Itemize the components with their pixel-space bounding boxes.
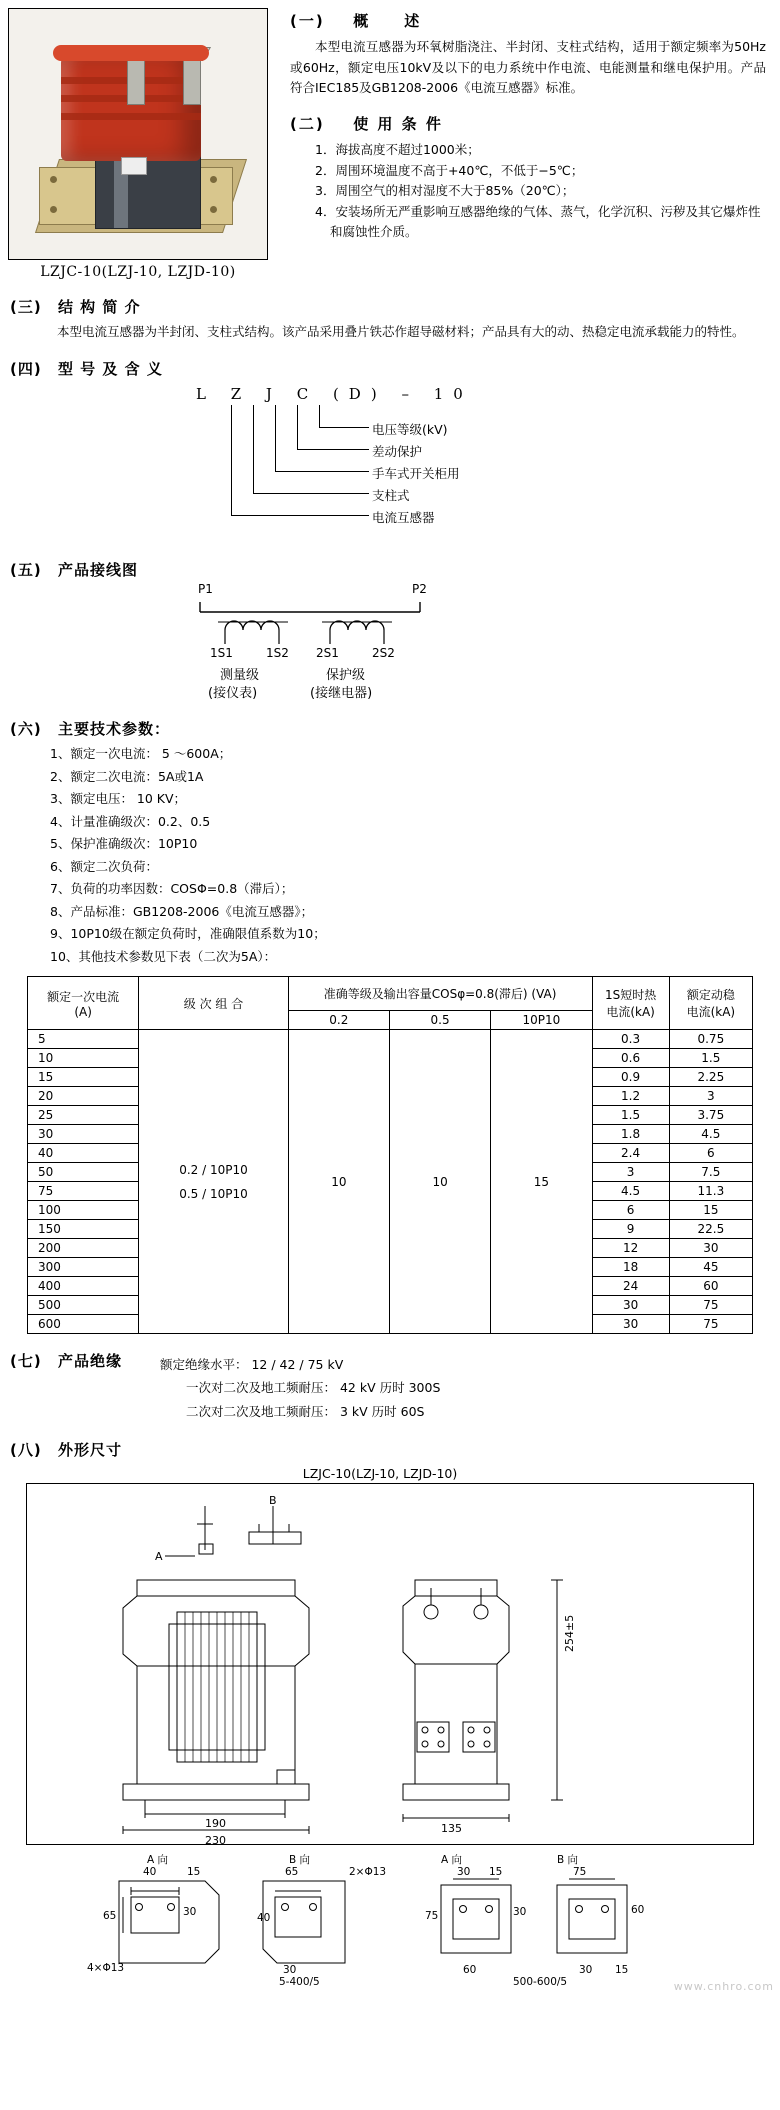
cell-short-time-current: 18 (592, 1258, 669, 1277)
list-item: 2．周围环境温度不高于+40℃，不低于−5℃； (315, 162, 584, 178)
svg-text:30: 30 (183, 1905, 197, 1918)
section-6-heading (10, 718, 766, 739)
section-3-number: (三) (10, 298, 42, 316)
svg-text:A 向: A 向 (441, 1853, 463, 1866)
insulation-secondary: 二次对二次及地工频耐压： 3 kV 历时 60S (186, 1403, 425, 1419)
model-label-truck: 手车式开关柜用 (372, 466, 460, 482)
cell-primary-current: 30 (28, 1125, 139, 1144)
svg-text:30: 30 (283, 1963, 297, 1976)
cell-primary-current: 20 (28, 1087, 139, 1106)
svg-text:15: 15 (187, 1865, 201, 1878)
section-2-title: 使 用 条 件 (353, 114, 443, 133)
list-item: 3、额定电压： 10 KV； (50, 791, 187, 807)
model-label-post: 支柱式 (372, 488, 410, 504)
combination-line-2: 0.5 / 10P10 (179, 1186, 248, 1201)
svg-text:2×Φ13: 2×Φ13 (349, 1865, 387, 1878)
section-7-title: 产品绝缘 (57, 1352, 122, 1371)
insulation-block (10, 1353, 766, 1422)
cell-primary-current: 400 (28, 1277, 139, 1296)
photo-nameplate (121, 157, 147, 175)
list-item: 8、产品标准：GB1208-2006《电流互感器》； (50, 903, 314, 919)
svg-text:60: 60 (463, 1963, 477, 1976)
cell-primary-current: 15 (28, 1068, 139, 1087)
terminal-1s1: 1S1 (210, 646, 233, 661)
svg-text:60: 60 (631, 1903, 645, 1916)
model-label-diff: 差动保护 (372, 444, 423, 460)
section-1-number: (一) (290, 12, 325, 30)
dimension-caption: LZJC-10(LZJ-10, LZJD-10) (302, 1465, 458, 1481)
cell-dynamic-current: 15 (669, 1201, 752, 1220)
wiring-diagram (10, 584, 766, 702)
section-7-heading (10, 1350, 122, 1371)
cell-primary-current: 200 (28, 1239, 139, 1258)
svg-text:4×Φ13: 4×Φ13 (87, 1961, 125, 1974)
section-3-text: 本型电流互感器为半封闭、支柱式结构。该产品采用叠片铁芯作超导磁材料；产品具有大的动、热稳定电流承载能力的特性。 (57, 324, 745, 339)
list-item: 4、计量准确级次：0.2、0.5 (50, 813, 211, 829)
cell-dynamic-current: 0.75 (669, 1030, 752, 1049)
cell-dynamic-current: 60 (669, 1277, 752, 1296)
cell-dynamic-current: 3.75 (669, 1106, 752, 1125)
list-item: 6、额定二次负荷： (50, 858, 158, 874)
svg-text:A 向: A 向 (147, 1853, 169, 1866)
list-item: 5、保护准确级次：10P10 (50, 836, 198, 852)
section-6-title: 主要技术参数： (57, 720, 170, 739)
cell-dynamic-current: 6 (669, 1144, 752, 1163)
svg-text:15: 15 (615, 1963, 629, 1976)
section-8-number: (八) (10, 1440, 42, 1459)
svg-text:40: 40 (143, 1865, 157, 1878)
dimension-drawing (26, 1483, 754, 1845)
svg-text:B: B (269, 1493, 277, 1507)
cell-output-05: 10 (389, 1030, 490, 1334)
terminal-p1: P1 (198, 582, 213, 597)
terminal-p2: P2 (412, 582, 427, 597)
insulation-primary: 一次对二次及地工频耐压： 42 kV 历时 300S (186, 1380, 441, 1396)
svg-text:65: 65 (103, 1909, 117, 1922)
terminal-1s2: 1S2 (266, 646, 289, 661)
cell-short-time-current: 12 (592, 1239, 669, 1258)
spec-table (27, 976, 753, 1334)
section-2-heading (290, 113, 766, 134)
height-dimension: 254±5 (563, 1614, 576, 1652)
section-4-title: 型 号 及 含 义 (57, 360, 163, 379)
cell-short-time-current: 0.3 (592, 1030, 669, 1049)
section-6-number: (六) (10, 720, 42, 739)
cell-primary-current: 10 (28, 1049, 139, 1068)
svg-text:75: 75 (425, 1909, 439, 1922)
cell-primary-current: 600 (28, 1315, 139, 1334)
model-letters: L Z J C (D) – 10 (196, 385, 473, 404)
svg-text:190: 190 (205, 1816, 226, 1830)
product-photo (8, 8, 268, 260)
table-row (28, 1030, 753, 1049)
cell-output-10p10: 15 (491, 1030, 592, 1334)
th-class-10p10: 10P10 (491, 1011, 592, 1030)
th-class-05: 0.5 (389, 1011, 490, 1030)
list-item: 1．海拔高度不超过1000米； (315, 141, 480, 157)
model-label-ct: 电流互感器 (372, 510, 435, 526)
section-8 (0, 1423, 780, 1460)
cell-dynamic-current: 7.5 (669, 1163, 752, 1182)
cell-short-time-current: 3 (592, 1163, 669, 1182)
photo-body-top (53, 45, 209, 61)
svg-text:65: 65 (285, 1865, 299, 1878)
cell-dynamic-current: 4.5 (669, 1125, 752, 1144)
section-5-title: 产品接线图 (57, 561, 138, 580)
cell-dynamic-current: 3 (669, 1087, 752, 1106)
top-section (0, 0, 780, 280)
section-7-number: (七) (10, 1352, 42, 1371)
cell-primary-current: 40 (28, 1144, 139, 1163)
cell-short-time-current: 1.8 (592, 1125, 669, 1144)
cell-short-time-current: 4.5 (592, 1182, 669, 1201)
cell-short-time-current: 30 (592, 1315, 669, 1334)
intro-text-column (276, 8, 772, 280)
svg-text:75: 75 (573, 1865, 587, 1878)
th-dynamic-current: 额定动稳 电流(kA) (669, 977, 752, 1030)
section-3-heading (10, 296, 766, 317)
th-short-time-current: 1S短时热 电流(kA) (592, 977, 669, 1030)
cell-primary-current: 50 (28, 1163, 139, 1182)
section-4-number: (四) (10, 360, 42, 379)
svg-text:15: 15 (489, 1865, 503, 1878)
cell-primary-current: 5 (28, 1030, 139, 1049)
photo-caption: LZJC-10(LZJ-10, LZJD-10) (40, 264, 236, 280)
product-photo-block (8, 8, 276, 280)
cell-short-time-current: 0.6 (592, 1049, 669, 1068)
cell-short-time-current: 1.5 (592, 1106, 669, 1125)
cell-primary-current: 75 (28, 1182, 139, 1201)
th-primary-current: 额定一次电流 (A) (28, 977, 139, 1030)
svg-text:500-600/5: 500-600/5 (513, 1975, 568, 1988)
svg-text:A: A (155, 1549, 163, 1563)
cell-short-time-current: 30 (592, 1296, 669, 1315)
th-class-combination: 级 次 组 合 (139, 977, 288, 1030)
cell-dynamic-current: 45 (669, 1258, 752, 1277)
cell-primary-current: 150 (28, 1220, 139, 1239)
cell-dynamic-current: 22.5 (669, 1220, 752, 1239)
list-item: 10、其他技术参数见下表（二次为5A）： (50, 948, 277, 964)
svg-text:5-400/5: 5-400/5 (279, 1975, 320, 1988)
terminal-2s2: 2S2 (372, 646, 395, 661)
section-8-heading (10, 1439, 766, 1460)
cell-dynamic-current: 75 (669, 1296, 752, 1315)
cell-output-02: 10 (288, 1030, 389, 1334)
terminal-2s1: 2S1 (316, 646, 339, 661)
model-designation-diagram (10, 383, 766, 543)
cell-short-time-current: 6 (592, 1201, 669, 1220)
label-measuring-class: 测量级 (220, 668, 260, 684)
cell-short-time-current: 24 (592, 1277, 669, 1296)
list-item: 9、10P10级在额定负荷时，准确限值系数为10； (50, 926, 326, 942)
th-class-02: 0.2 (288, 1011, 389, 1030)
photo-resin-body (61, 53, 201, 161)
cell-dynamic-current: 11.3 (669, 1182, 752, 1201)
cell-dynamic-current: 2.25 (669, 1068, 752, 1087)
section-3 (0, 280, 780, 342)
watermark: www.cnhro.com (673, 1979, 774, 1993)
svg-text:30: 30 (513, 1905, 527, 1918)
list-item: 3．周围空气的相对湿度不大于85%（20℃）； (315, 183, 575, 199)
label-protection-class: 保护级 (326, 668, 366, 684)
svg-text:30: 30 (579, 1963, 593, 1976)
section-5-heading (10, 559, 766, 580)
section-1-title: 概 述 (353, 12, 422, 30)
svg-text:30: 30 (457, 1865, 471, 1878)
model-label-voltage: 电压等级(kV) (372, 422, 448, 438)
section-5 (0, 543, 780, 702)
label-protection-note: (接继电器) (310, 686, 373, 702)
insulation-level: 额定绝缘水平： 12 / 42 / 75 kV (160, 1357, 344, 1373)
cell-primary-current: 300 (28, 1258, 139, 1277)
label-measuring-note: (接仪表) (208, 686, 258, 702)
th-accuracy-output: 准确等级及输出容量COSφ=0.8(滞后) (VA) (288, 977, 592, 1011)
cell-primary-current: 500 (28, 1296, 139, 1315)
list-item: 4．安装场所无严重影响互感器绝缘的气体、蒸气，化学沉积、污秽及其它爆炸性和腐蚀性介质。 (315, 203, 761, 240)
cell-dynamic-current: 75 (669, 1315, 752, 1334)
section-4-heading (10, 358, 766, 379)
section-7 (0, 1334, 780, 1422)
combination-line-1: 0.2 / 10P10 (179, 1162, 248, 1177)
section-1-heading (290, 10, 766, 31)
svg-text:230: 230 (205, 1833, 226, 1847)
svg-text:40: 40 (257, 1911, 271, 1924)
cell-short-time-current: 9 (592, 1220, 669, 1239)
cell-short-time-current: 1.2 (592, 1087, 669, 1106)
svg-text:B 向: B 向 (289, 1853, 311, 1866)
section-3-title: 结 构 简 介 (57, 298, 141, 316)
cell-primary-current: 25 (28, 1106, 139, 1125)
section-6 (0, 702, 780, 968)
list-item: 1、额定一次电流： 5 ～600A； (50, 746, 232, 762)
cell-primary-current: 100 (28, 1201, 139, 1220)
section-2-number: (二) (290, 114, 325, 133)
section-5-number: (五) (10, 561, 42, 580)
svg-text:135: 135 (441, 1821, 462, 1835)
cell-dynamic-current: 30 (669, 1239, 752, 1258)
list-item: 7、负荷的功率因数：COSΦ=0.8（滞后）； (50, 881, 294, 897)
cell-short-time-current: 2.4 (592, 1144, 669, 1163)
table-header-row-1 (28, 977, 753, 1011)
svg-text:B 向: B 向 (557, 1853, 579, 1866)
cell-class-combination (139, 1030, 288, 1334)
section-8-title: 外形尺寸 (57, 1440, 122, 1459)
cell-dynamic-current: 1.5 (669, 1049, 752, 1068)
section-1-text: 本型电流互感器为环氧树脂浇注、半封闭、支柱式结构，适用于额定频率为50Hz或60Hz，额定电压10kV及以下的电力系统中作电流、电能测量和继电保护用。产品符合IEC185及GB1208-2006《电流互感器》标准。 (290, 39, 766, 96)
section-4 (0, 342, 780, 543)
tech-params-list (10, 743, 766, 968)
list-item: 2、额定二次电流：5A或1A (50, 768, 204, 784)
cell-short-time-current: 0.9 (592, 1068, 669, 1087)
usage-conditions-list (290, 140, 766, 243)
